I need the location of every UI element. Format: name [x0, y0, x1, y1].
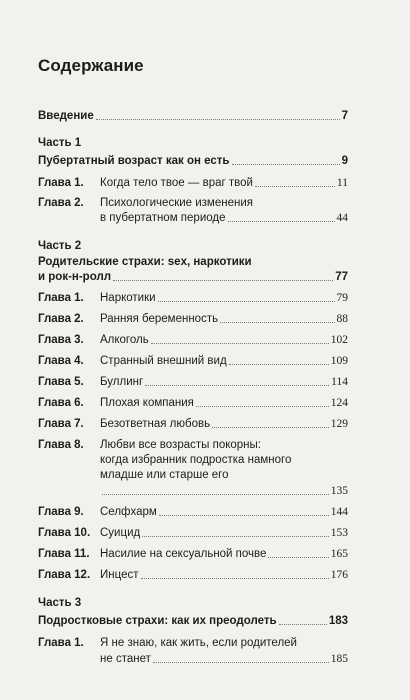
chapter-label: Глава 9. [38, 506, 84, 518]
chapter-title: Странный внешний вид [100, 355, 227, 367]
chapter-label: Глава 5. [38, 376, 84, 388]
chapter-title: Я не знаю, как жить, если родителей [100, 637, 297, 649]
toc-entry-chapter-cont [38, 652, 348, 666]
toc-entry-chapter[interactable] [38, 547, 348, 561]
page-number: 183 [328, 615, 348, 627]
toc-entry-part1[interactable] [38, 154, 348, 168]
dot-leader [153, 662, 329, 663]
page-title: Содержание [38, 56, 144, 75]
dot-leader [229, 364, 329, 365]
dot-leader [158, 301, 335, 302]
chapter-title-cont: когда избранник подростка намного [100, 454, 292, 466]
chapter-title: Психологические изменения [100, 197, 253, 209]
page-number: 114 [331, 376, 348, 388]
page-number: 102 [330, 334, 348, 346]
chapter-label: Глава 12. [38, 569, 91, 581]
dot-leader [196, 406, 329, 407]
dot-leader [255, 186, 335, 187]
chapter-title: Алкоголь [100, 334, 149, 346]
page-number: 109 [330, 355, 348, 367]
page-number: 129 [330, 418, 348, 430]
toc-entry-chapter-cont [38, 211, 348, 225]
toc-entry-chapter[interactable] [38, 438, 348, 452]
part-label: Часть 3 [38, 597, 82, 609]
dot-leader [151, 343, 329, 344]
chapter-label: Глава 3. [38, 334, 84, 346]
page-number: 88 [336, 313, 348, 325]
chapter-title: Суицид [100, 527, 141, 539]
toc-entry-part3[interactable] [38, 614, 348, 628]
page-number: 153 [330, 527, 348, 539]
dot-leader [145, 385, 329, 386]
dot-leader [279, 624, 327, 625]
toc-entry-chapter[interactable] [38, 636, 348, 650]
chapter-title: Селфхарм [100, 506, 157, 518]
toc-entry-intro[interactable] [38, 109, 348, 123]
part-title: Пубертатный возраст как он есть [38, 155, 230, 167]
chapter-title: Инцест [100, 569, 139, 581]
chapter-label: Глава 2. [38, 197, 84, 209]
page-number: 176 [330, 569, 348, 581]
dot-leader [141, 578, 329, 579]
page-number: 9 [341, 155, 348, 167]
toc-entry-chapter[interactable] [38, 176, 348, 190]
toc-entry-chapter[interactable] [38, 505, 348, 519]
chapter-title: Безответная любовь [100, 418, 211, 430]
chapter-label: Глава 1. [38, 292, 84, 304]
page-number: 135 [330, 485, 348, 497]
dot-leader [232, 164, 340, 165]
part-title-cont: и рок-н-ролл [38, 271, 112, 283]
chapter-label: Глава 4. [38, 355, 84, 367]
page-number: 77 [335, 271, 348, 283]
chapter-label: Глава 1. [38, 177, 84, 189]
toc-entry-chapter[interactable] [38, 196, 348, 210]
chapter-label: Глава 6. [38, 397, 84, 409]
toc-entry-chapter[interactable] [38, 291, 348, 305]
chapter-title-cont: в пубертатном периоде [100, 212, 226, 224]
chapter-title: Любви все возрасты покорны: [100, 439, 261, 451]
page-number: 185 [330, 653, 348, 665]
toc-entry-chapter[interactable] [38, 312, 348, 326]
chapter-title-cont: младше или старше его [100, 469, 229, 481]
dot-leader [268, 557, 328, 558]
toc-entry-part2[interactable] [38, 270, 348, 284]
toc-entry-chapter[interactable] [38, 375, 348, 389]
dot-leader [212, 427, 329, 428]
page-number: 144 [330, 506, 348, 518]
dot-leader [96, 119, 340, 120]
chapter-title: Насилие на сексуальной почве [100, 548, 267, 560]
chapter-label: Глава 11. [38, 548, 90, 560]
toc-entry-chapter-cont [38, 468, 348, 482]
chapter-label: Глава 2. [38, 313, 84, 325]
toc-entry-chapter[interactable] [38, 333, 348, 347]
dot-leader [228, 221, 335, 222]
page-number: 44 [336, 212, 348, 224]
page-number: 11 [336, 177, 348, 189]
toc-entry-chapter[interactable] [38, 568, 348, 582]
dot-leader [142, 536, 329, 537]
page-number: 7 [341, 110, 348, 122]
page-number: 165 [330, 548, 348, 560]
dot-leader [220, 322, 334, 323]
entry-title: Введение [38, 110, 94, 122]
chapter-label: Глава 1. [38, 637, 84, 649]
part-title: Родительские страхи: sex, наркотики [38, 256, 252, 268]
chapter-title: Ранняя беременность [100, 313, 219, 325]
part-label: Часть 1 [38, 137, 82, 149]
chapter-title: Когда тело твое — враг твой [100, 177, 253, 189]
part-title: Подростковые страхи: как их преодолеть [38, 615, 277, 627]
page-number: 79 [336, 292, 348, 304]
toc-entry-chapter-page [38, 484, 348, 498]
dot-leader [159, 515, 329, 516]
dot-leader [113, 280, 333, 281]
page-number: 124 [330, 397, 348, 409]
toc-entry-chapter[interactable] [38, 526, 348, 540]
toc-entry-chapter[interactable] [38, 417, 348, 431]
chapter-title-cont: не станет [100, 653, 151, 665]
toc-entry-chapter[interactable] [38, 354, 348, 368]
chapter-label: Глава 10. [38, 527, 91, 539]
chapter-title: Плохая компания [100, 397, 194, 409]
chapter-title: Буллинг [100, 376, 144, 388]
dot-leader [102, 494, 329, 495]
chapter-title: Наркотики [100, 292, 156, 304]
chapter-label: Глава 7. [38, 418, 84, 430]
chapter-label: Глава 8. [38, 439, 84, 451]
toc-entry-chapter[interactable] [38, 396, 348, 410]
part-label: Часть 2 [38, 240, 82, 252]
